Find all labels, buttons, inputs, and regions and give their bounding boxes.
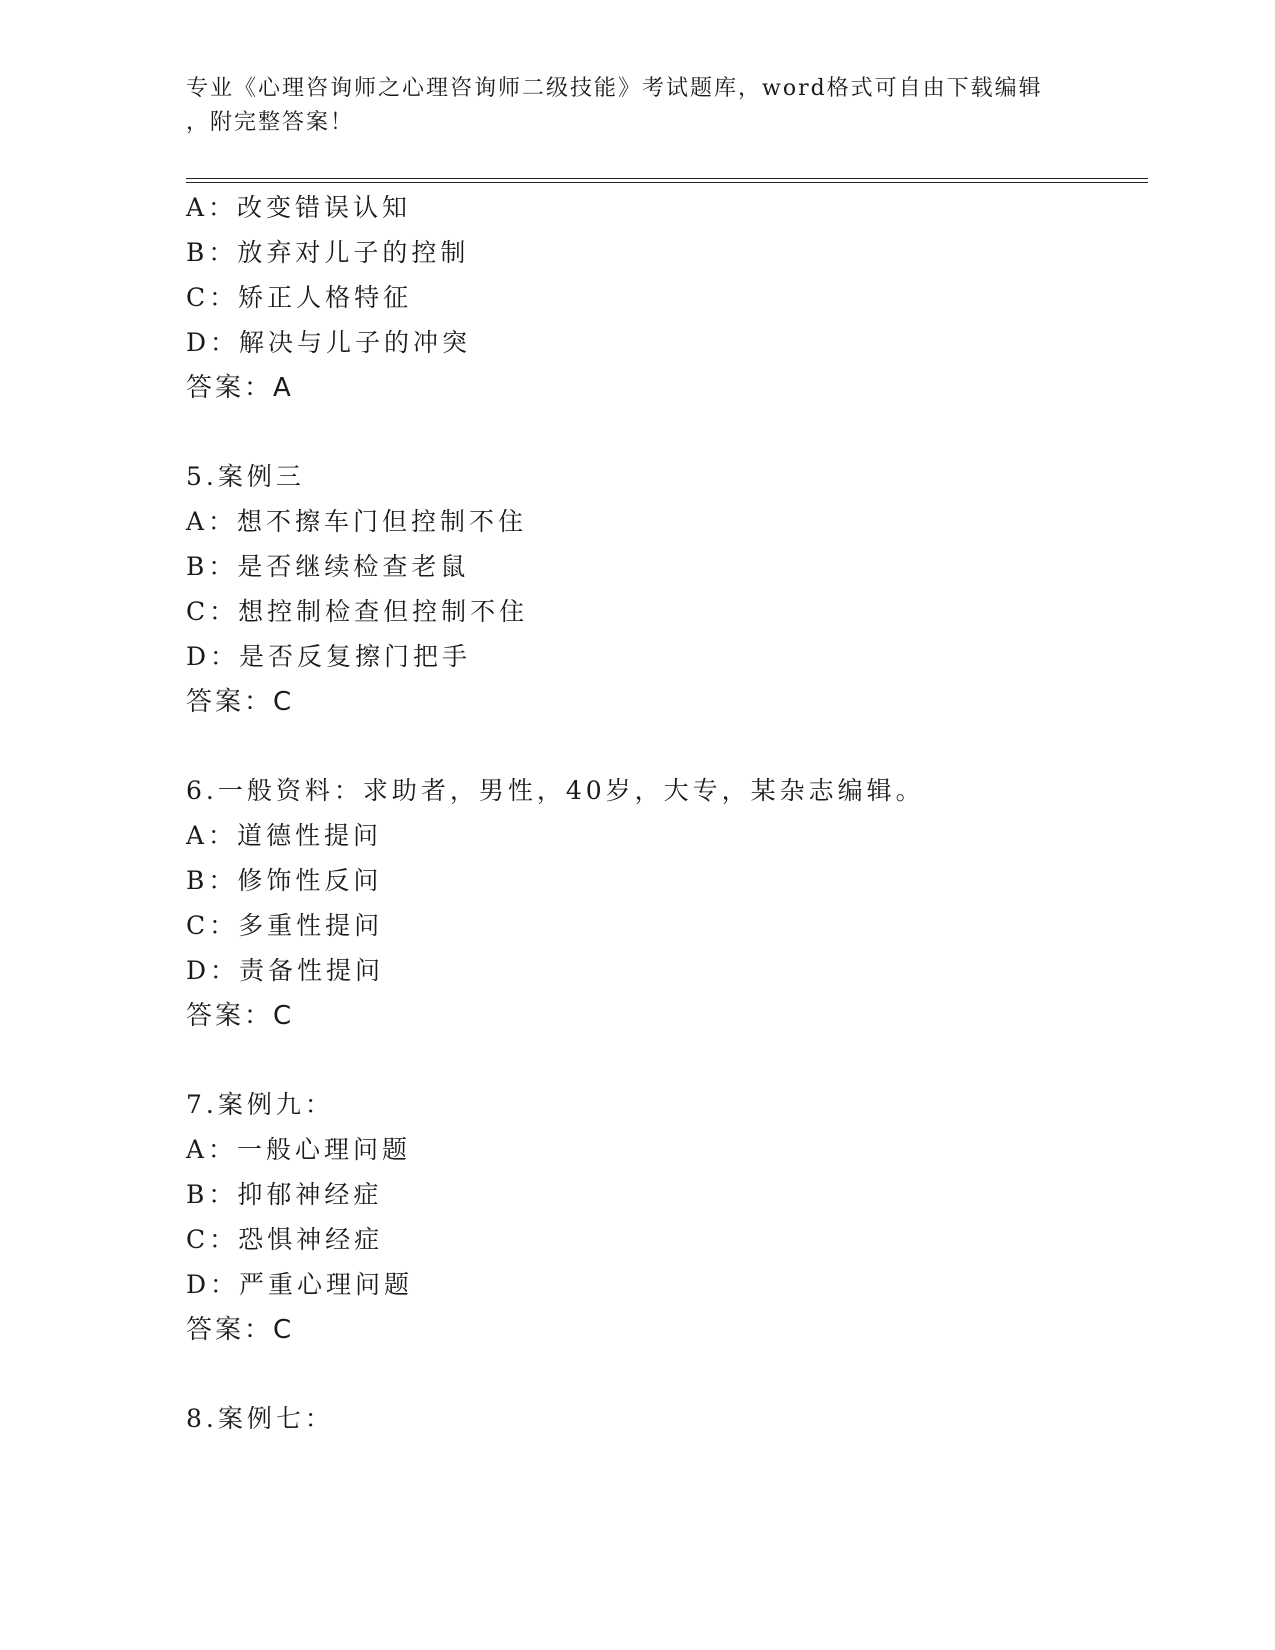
option-a: A：道德性提问: [186, 821, 383, 850]
option-d: D：严重心理问题: [186, 1270, 414, 1299]
option-b: B：修饰性反问: [186, 866, 383, 895]
header-divider-bottom: [186, 182, 1148, 183]
question-stem: 5.案例三: [186, 462, 305, 491]
answer-line: 答案：C: [186, 687, 295, 717]
option-d: D：解决与儿子的冲突: [186, 328, 472, 357]
header-line-2: ，附完整答案！: [186, 110, 355, 135]
question-stem: 8.案例七：: [186, 1404, 334, 1433]
answer-line: 答案：C: [186, 1315, 295, 1345]
option-c: C：矫正人格特征: [186, 283, 413, 312]
question-stem: 7.案例九：: [186, 1090, 334, 1119]
header-line-1: 专业《心理咨询师之心理咨询师二级技能》考试题库，word格式可自由下载编辑: [186, 76, 1043, 101]
option-c: C：想控制检查但控制不住: [186, 597, 529, 626]
document-header: [186, 72, 1086, 140]
option-d: D：是否反复擦门把手: [186, 642, 472, 671]
option-a: A：改变错误认知: [186, 193, 412, 222]
option-b: B：放弃对儿子的控制: [186, 238, 470, 267]
question-stem: 6.一般资料：求助者，男性，40岁，大专，某杂志编辑。: [186, 776, 925, 805]
option-c: C：多重性提问: [186, 911, 384, 940]
option-a: A：一般心理问题: [186, 1135, 412, 1164]
header-divider-top: [186, 178, 1148, 179]
option-c: C：恐惧神经症: [186, 1225, 384, 1254]
answer-line: 答案：A: [186, 373, 294, 403]
option-a: A：想不擦车门但控制不住: [186, 507, 528, 536]
option-b: B：抑郁神经症: [186, 1180, 383, 1209]
answer-line: 答案：C: [186, 1001, 295, 1031]
option-d: D：责备性提问: [186, 956, 385, 985]
option-b: B：是否继续检查老鼠: [186, 552, 470, 581]
